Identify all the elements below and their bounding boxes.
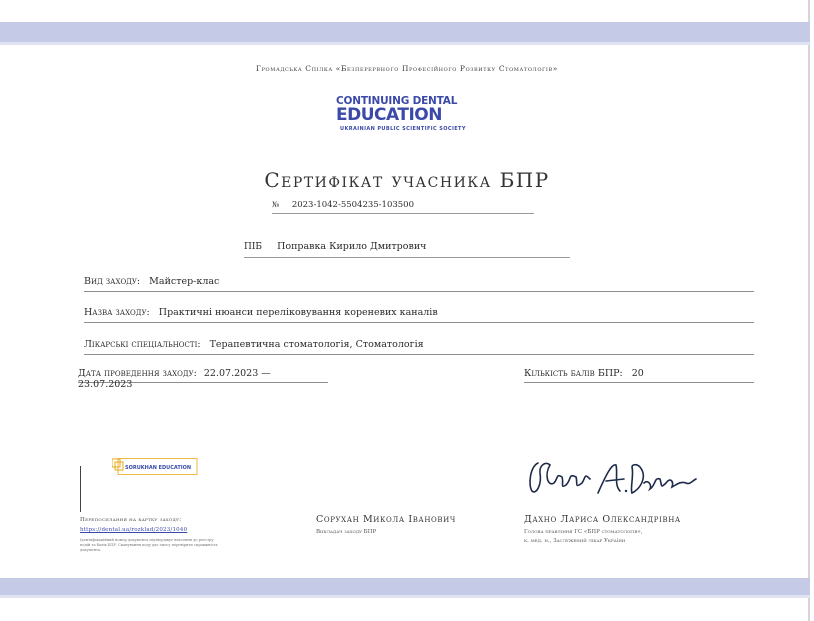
bottom-band-line	[0, 595, 810, 598]
participant-label: ПІБ	[244, 242, 263, 252]
top-band	[0, 22, 810, 42]
event-date-row	[78, 368, 328, 390]
sorukhan-education-logo	[112, 458, 198, 476]
event-link-label: Перепосилання на картку заходу:	[80, 517, 182, 523]
partner-logo-text: SORUKHAN EDUCATION	[125, 465, 192, 471]
lecturer-role: Викладач заходу БПР	[316, 529, 377, 535]
event-name-label: Назва заходу:	[84, 307, 150, 318]
participant-row	[244, 241, 570, 258]
signatory-chair	[524, 514, 681, 546]
lecturer-name: Сорухан Микола Іванович	[316, 514, 456, 525]
chair-role-line2: к. мед. н., Заслужений лікар України	[524, 538, 626, 544]
event-type-row	[84, 276, 754, 292]
participant-name: Поправка Кирило Дмитрович	[277, 241, 427, 252]
event-name-value: Практичні нюанси переліковування кореневих каналів	[158, 307, 438, 318]
logo-line1: CONTINUING DENTAL	[336, 95, 458, 107]
logo-line2: EDUCATION	[336, 105, 442, 125]
specialties-label: Лікарські спеціальності:	[84, 339, 201, 350]
event-link[interactable]: https://dental.ua/rozklad/2023/1040	[80, 527, 188, 533]
small-print: Ідентифікаційний номер документа підтверджує внесення до реєстру подій та балів БПР. Сканування коду дає змогу перевірити справжність документа.	[80, 538, 218, 552]
signatory-lecturer	[316, 514, 456, 537]
certificate-number: 2023-1042-5504235-103500	[291, 200, 414, 210]
certificate-title: Сертифікат учасника БПР	[264, 168, 550, 192]
top-band-line	[0, 42, 810, 45]
event-name-row	[84, 307, 754, 323]
event-date-value: 22.07.2023 — 23.07.2023	[78, 368, 271, 390]
points-value: 20	[631, 368, 644, 379]
specialties-row	[84, 339, 754, 355]
chair-role-line1: Голова правління ГС «БПР стоматологів»,	[524, 529, 643, 535]
logo-line3: UKRAINIAN PUBLIC SCIENTIFIC SOCIETY	[340, 126, 466, 132]
points-row	[524, 368, 754, 383]
chair-name: Дахно Лариса Олександрівна	[524, 514, 681, 525]
number-symbol: №	[272, 200, 280, 209]
specialties-value: Терапевтична стоматологія, Стоматологія	[209, 339, 424, 350]
event-type-label: Вид заходу:	[84, 276, 141, 287]
qr-placeholder-edge	[80, 466, 81, 512]
bottom-band	[0, 578, 810, 595]
handwritten-signature	[520, 455, 700, 500]
chair-role	[524, 528, 681, 546]
event-date-label: Дата проведення заходу:	[78, 368, 197, 379]
certificate-number-row	[272, 200, 534, 214]
points-label: Кількість балів БПР:	[524, 368, 623, 379]
organization-name: Громадська Спілка «Безперервного Професійного Розвитку Стоматологів»	[256, 64, 558, 73]
event-type-value: Майстер-клас	[149, 276, 220, 287]
cde-logo	[336, 96, 476, 138]
